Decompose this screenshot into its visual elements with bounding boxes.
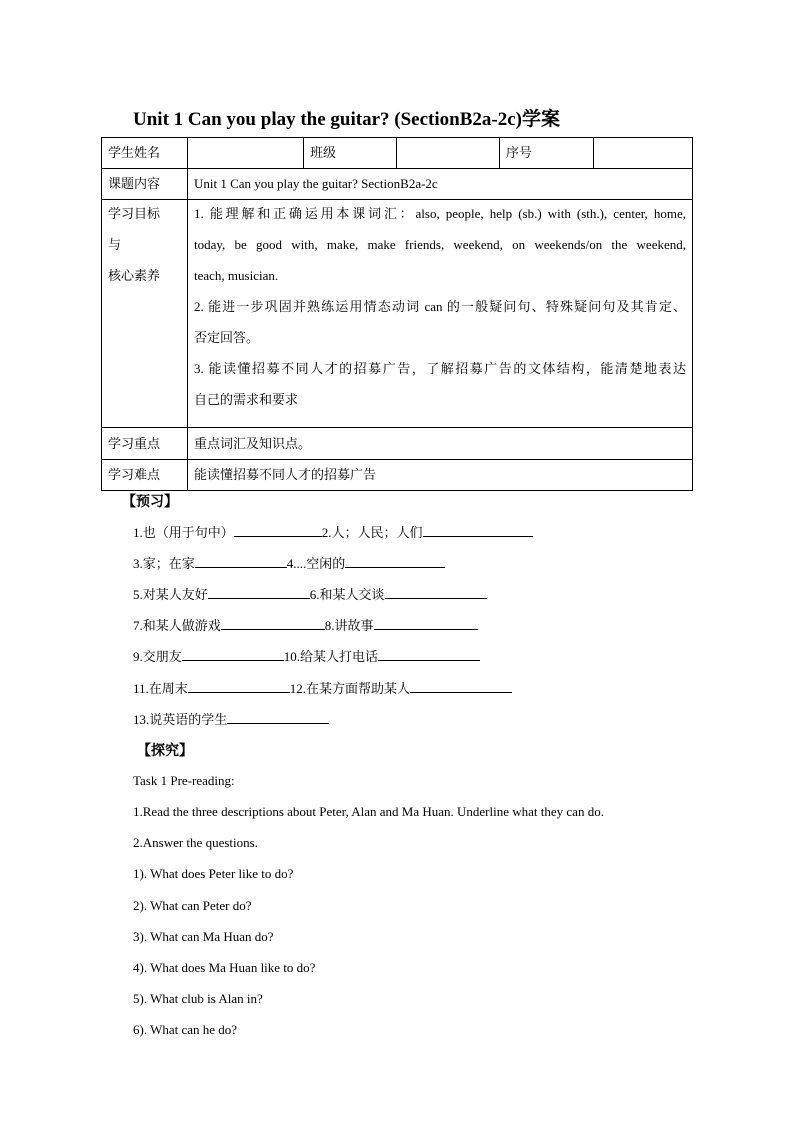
seat-field[interactable] — [594, 138, 693, 169]
preview-item: 10.给某人打电话 — [283, 649, 379, 664]
goal-3-line: 3. 能读懂招募不同人才的招募广告，了解招募广告的文体结构，能清楚地表达 — [194, 361, 686, 376]
preview-item: 11.在周末 — [133, 681, 188, 696]
info-table — [101, 137, 693, 491]
preview-item: 5.对某人友好 — [133, 587, 208, 602]
preview-item: 8.讲故事 — [324, 618, 374, 633]
class-label: 班级 — [304, 138, 397, 169]
goal-1-line: 1. 能理解和正确运用本课词汇：also, people, help (sb.) with (sth.), center, home, — [194, 206, 686, 221]
goals-label-line: 核心素养 — [108, 268, 161, 283]
preview-row — [133, 616, 478, 634]
answer-blank[interactable] — [385, 585, 487, 599]
student-name-label: 学生姓名 — [102, 138, 188, 169]
answer-blank[interactable] — [182, 647, 284, 661]
preview-heading: 【预习】 — [122, 495, 178, 510]
difficulty-label: 学习难点 — [102, 460, 188, 491]
question: 6). What can he do? — [133, 1022, 238, 1037]
answer-blank[interactable] — [208, 585, 310, 599]
preview-row — [133, 679, 512, 697]
answer-blank[interactable] — [195, 554, 287, 568]
question: 4). What does Ma Huan like to do? — [133, 960, 316, 975]
preview-row — [133, 554, 445, 572]
topic-label: 课题内容 — [102, 169, 188, 200]
preview-item: 12.在某方面帮助某人 — [289, 681, 411, 696]
preview-item: 1.也（用于句中） — [133, 525, 234, 540]
question: 2). What can Peter do? — [133, 898, 252, 913]
answer-blank[interactable] — [410, 679, 512, 693]
explore-heading: 【探究】 — [137, 744, 193, 759]
answer-blank[interactable] — [188, 679, 290, 693]
answer-blank[interactable] — [221, 616, 325, 630]
answer-blank[interactable] — [345, 554, 445, 568]
answer-blank[interactable] — [374, 616, 478, 630]
instruction: 2.Answer the questions. — [133, 835, 258, 850]
student-name-field[interactable] — [188, 138, 304, 169]
question: 5). What club is Alan in? — [133, 991, 263, 1006]
goals-content — [188, 200, 693, 428]
instruction: 1.Read the three descriptions about Peter, Alan and Ma Huan. Underline what they can do. — [133, 804, 604, 819]
key-points-label: 学习重点 — [102, 428, 188, 460]
preview-item: 6.和某人交谈 — [309, 587, 385, 602]
preview-item: 13.说英语的学生 — [133, 712, 228, 727]
preview-item: 3.家；在家 — [133, 556, 195, 571]
preview-item: 4....空闲的 — [286, 556, 346, 571]
goal-3-line: 自己的需求和要求 — [194, 392, 299, 407]
goals-label-line: 与 — [108, 237, 122, 252]
table-row — [102, 428, 693, 460]
question: 3). What can Ma Huan do? — [133, 929, 274, 944]
preview-item: 2.人；人民；人们 — [321, 525, 423, 540]
goals-label — [102, 200, 188, 428]
table-row — [102, 200, 693, 428]
seat-label: 序号 — [500, 138, 594, 169]
answer-blank[interactable] — [423, 523, 533, 537]
preview-item: 7.和某人做游戏 — [133, 618, 221, 633]
preview-row — [133, 585, 487, 603]
preview-row — [133, 647, 480, 665]
key-points-value: 重点词汇及知识点。 — [188, 428, 693, 460]
table-row — [102, 460, 693, 491]
difficulty-value: 能读懂招募不同人才的招募广告 — [188, 460, 693, 491]
table-row — [102, 138, 693, 169]
class-field[interactable] — [397, 138, 500, 169]
page-title: Unit 1 Can you play the guitar? (SectionB2a-2c)学案 — [133, 109, 560, 130]
preview-item: 9.交朋友 — [133, 649, 182, 664]
table-row — [102, 169, 693, 200]
preview-row — [133, 710, 329, 728]
goal-1-line: today, be good with, make, make friends, weekend, on weekends/on the weekend, — [194, 237, 686, 252]
goal-1-line: teach, musician. — [194, 268, 279, 283]
topic-value: Unit 1 Can you play the guitar? SectionB2a-2c — [188, 169, 693, 200]
answer-blank[interactable] — [227, 710, 329, 724]
answer-blank[interactable] — [378, 647, 480, 661]
preview-row — [133, 523, 533, 541]
answer-blank[interactable] — [234, 523, 322, 537]
goal-2-line: 2. 能进一步巩固并熟练运用情态动词 can 的一般疑问句、特殊疑问句及其肯定、 — [194, 299, 686, 314]
goal-2-line: 否定回答。 — [194, 330, 260, 345]
task-title: Task 1 Pre-reading: — [133, 773, 235, 788]
question: 1). What does Peter like to do? — [133, 866, 294, 881]
goals-label-line: 学习目标 — [108, 206, 161, 221]
